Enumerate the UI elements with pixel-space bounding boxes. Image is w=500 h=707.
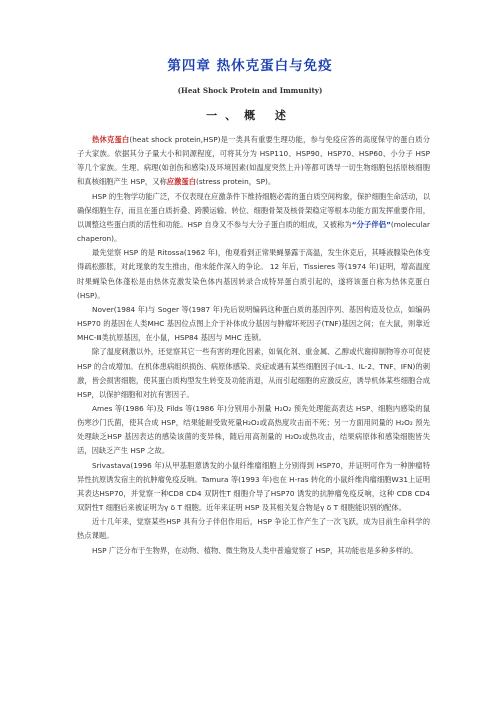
term-heat-shock-protein: 热休克蛋白	[92, 135, 130, 144]
paragraph-text: Nover(1984 年)与 Soger 等(1987 年)先后说明编码这种蛋白质的基因序列、基因构造及位点，如编码HSP70 的基因在人类MHC 基因位点图上介于补体成分基因与肿瘤坏死因子(TNF)基因之间；在大鼠，则靠近 MHC-Ⅲ类抗原基因，在小鼠，HSP84 基因与 MHC 连锁。	[77, 304, 430, 343]
paragraph-text: 最先觉察 HSP 的是 Ritossa(1962 年)，他观看到正常果蝇暴露于高温，发生休克后，其唾液腺染色体变得疏松膨胀，对此现象的发生推由，他未能作深入的争论。 12 年后，Tissieres 等(1974 年)证明，增高温度时果蝇染色体蓬松是由热休克激发染色体内基因转录合成特异蛋白质引起的，遂将该蛋白称为热休克蛋白(HSP)。	[77, 248, 430, 300]
paragraph	[77, 303, 430, 345]
paragraph-text: HSP 的生物学功能广泛，不仅表现在应激条件下维持细胞必需的蛋白质空间构象，保护细胞生命活动，以确保细胞生存，而且在蛋白质折叠、跨膜运输、转位、细胞骨架及核骨架稳定等根本功能方面发挥重要作用，以调整这些蛋白质的活性和功能。HSP 自身又不参与大分子蛋白质的组成，又被称为	[77, 191, 430, 229]
paragraph-text: (heat shock protein,HSP)是一类具有重要生理功能，参与免疫应答的高度保守的蛋白质分子大家族。依据其分子量大小和同源程度，可将其分为 HSP110、HSP90、HSP70、HSP60、小分子 HSP 等几个家族。生理、病理(如创伤和感染)及环境因素(如温度突然上升)等都可诱导一切生物细胞包括原核细胞和真核细胞产生 HSP，又称	[77, 135, 431, 187]
paragraph	[77, 544, 430, 558]
section-title: 一、概 述	[206, 109, 294, 122]
body-text	[77, 133, 430, 558]
paragraph-text: 除了温度刺激以外，还觉察其它一些有害的理化因素，如氧化剂、重金属、乙醇或代谢抑制物等亦可促使 HSP 的合成增加。在机体患病组织损伤、病原体感染、炎症或遇有某些细胞因子(IL-1、IL-2、TNF、IFN)的刺激，皆会损害细胞，使其蛋白质构型发生转变及功能消退，从而引起细胞的应激反应，诱导机体某些细胞合成 HSP，以保护细胞和对抗有害因子。	[77, 347, 430, 399]
paragraph	[77, 190, 430, 247]
subtitle: (Heat Shock Protein and Immunity)	[177, 86, 323, 95]
paragraph	[77, 515, 430, 543]
paragraph	[77, 246, 430, 303]
term-stress-protein: 应激蛋白	[166, 177, 196, 187]
paragraph-text: (stress protein，SP)。	[196, 177, 276, 187]
paragraph	[77, 402, 430, 459]
paragraph-text: Ames 等(1986 年)及 Filds 等(1986 年)分别用小剂量 H₂O₂ 预先处理能高表达 HSP、细胞内感染的鼠伤寒沙门氏菌，使其合成 HSP，结果能耐受致死量H₂O₂或高热度攻击而不死；另一方面用同量的 H₂O₂ 预先处理缺乏HSP 基因表达的感染该菌的变异株，随后用高剂量的 H₂O₂或热攻击，结果病原体和感染细胞皆失活，因缺乏产生 HSP 之故。	[77, 403, 430, 456]
paragraph	[77, 459, 430, 516]
paragraph	[77, 345, 430, 402]
paragraph-text: (molecular chaperon)。	[77, 219, 430, 244]
paragraph	[77, 133, 430, 190]
paragraph-text: HSP 广泛分布于生物界，在动物、植物、微生物及人类中普遍觉察了 HSP，其功能也是多种多样的。	[92, 545, 418, 555]
chapter-title: 第四章 热休克蛋白与免疫	[167, 58, 333, 74]
term-molecular-chaperon: “分子伴侣”	[351, 219, 391, 229]
paragraph-text: Srivastava(1996 年)从甲基胆蒽诱发的小鼠纤维瘤细胞上分别得到 HSP70，并证明可作为一种肿瘤特异性抗原诱发宿主的抗肿瘤免疫反响。Tamura 等(1993 年)也在 H-ras 转化的小鼠纤维肉瘤细胞W31上证明其表达HSP70，并觉察一种CD8 CD4 双阴性T 细胞介导了HSP70 诱发的抗肿瘤免疫反响，这种 CD8 CD4 双阴性T 细胞后来被证明为γ δ T 细胞。近年来证明 HSP 及其相关复合物是γ δ T 细胞能识别的配体。	[77, 460, 430, 513]
paragraph-text: 近十几年来，觉察某些HSP 具有分子伴侣作用后，HSP 争论工作产生了一次飞跃，成为目前生命科学的热点课题。	[77, 517, 430, 541]
